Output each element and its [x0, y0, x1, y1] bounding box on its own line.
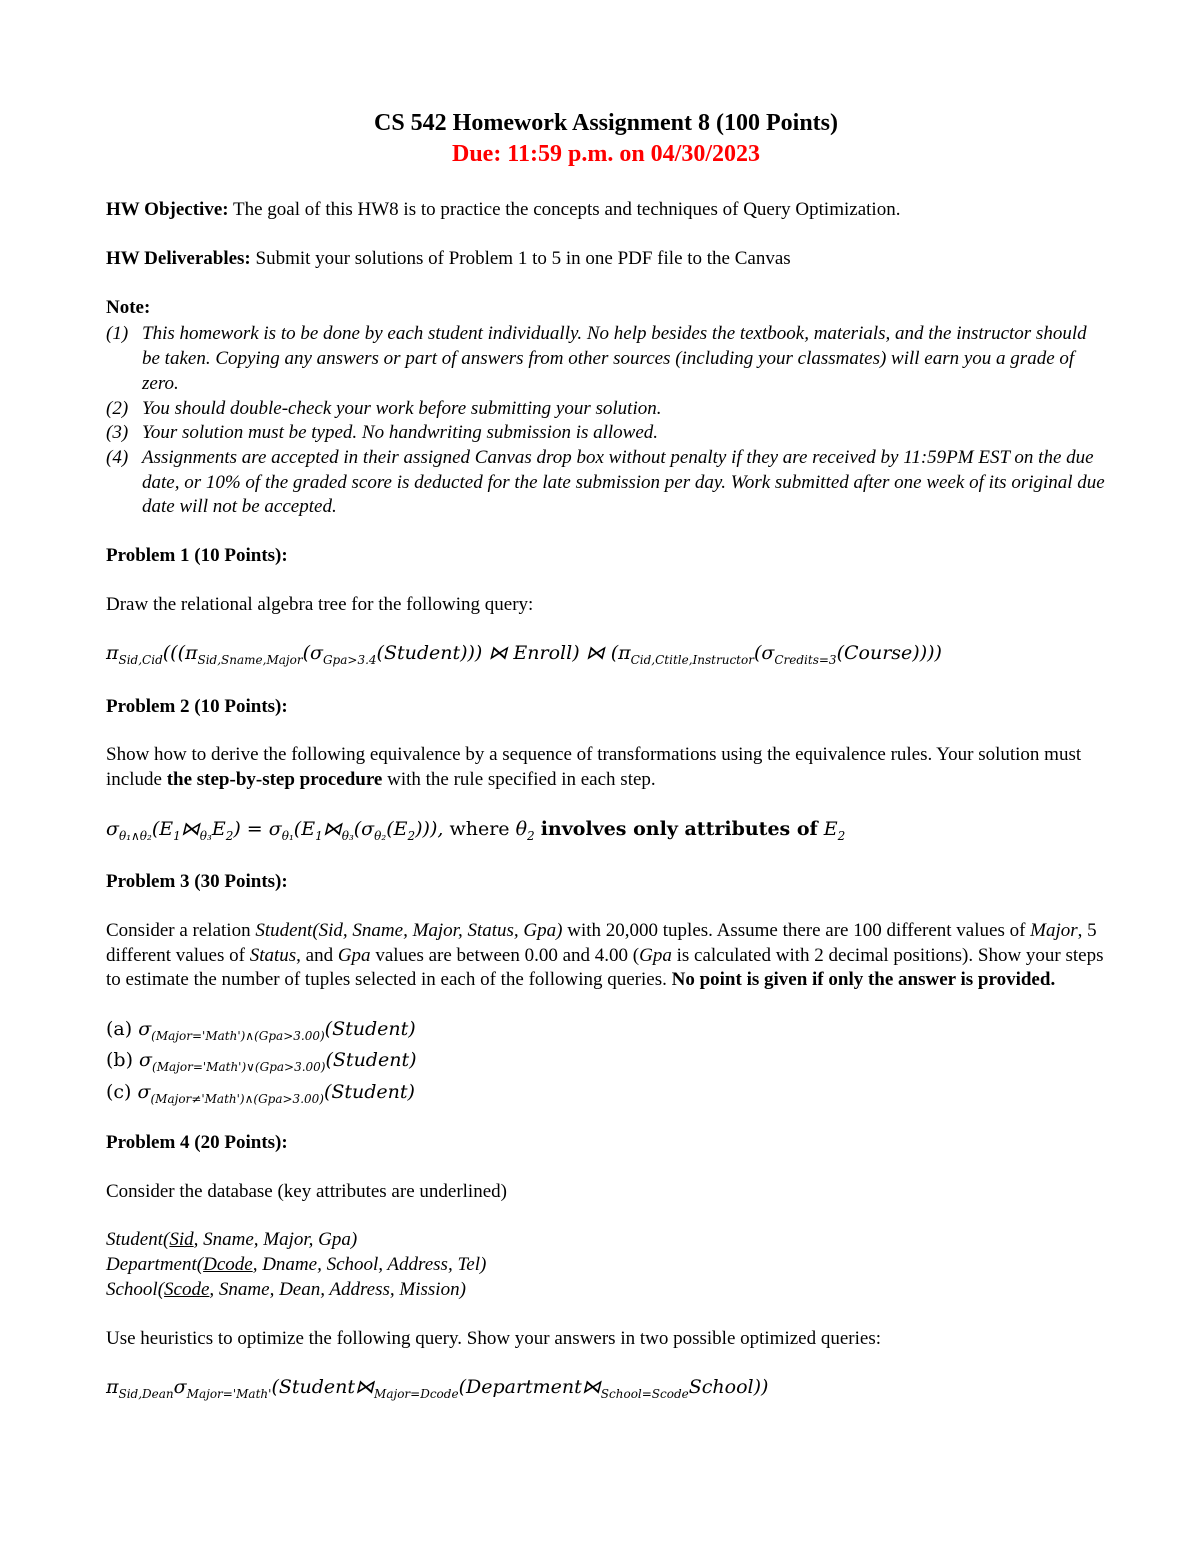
due-date: Due: 11:59 p.m. on 04/30/2023 — [451, 141, 760, 168]
hw-objective — [106, 198, 1106, 223]
problem-4-heading: Problem 4 (20 Points): — [106, 1132, 288, 1154]
schema-department: Department(Dcode, Dname, School, Address, Tel) — [106, 1254, 487, 1276]
page-title: CS 542 Homework Assignment 8 (100 Points) — [373, 110, 838, 136]
query-c: (c) $\sigma_{(Major\ne'Math')\wedge(Gpa>3.00)}(Student)$ — [106, 1080, 415, 1106]
problem-3-queries — [106, 1017, 1106, 1107]
problem-3-heading: Problem 3 (30 Points): — [106, 871, 288, 893]
problem-3-text: Consider a relation Student(Sid, Sname, Major, Status, Gpa) with 20,000 tuples. Assume there are 100 different values of Major, 5 different values of Status, and Gpa values are between 0.00 and 4.00 (Gpa is calculated with 2 decimal positions). Show your steps to estimate the number of tuples selected in each of the following queries. No point is given if only the answer is provided. — [106, 919, 1104, 991]
objective-text: The goal of this HW8 is to practice the concepts and techniques of Query Optimization. — [228, 199, 901, 221]
document-page — [106, 108, 1106, 1429]
note-label: Note: — [106, 296, 151, 318]
deliverables-text: Submit your solutions of Problem 1 to 5 in one PDF file to the Canvas — [250, 248, 791, 270]
database-schema — [106, 1228, 1106, 1302]
problem-2-heading: Problem 2 (10 Points): — [106, 695, 288, 717]
problem-2-equivalence: $\sigma_{\theta_1\wedge\theta_2}(E_1⋈_{\theta_3}E_2)$ = $\sigma_{\theta_1}(E_1⋈_{\theta_3}(\sigma_{\theta_2}(E_2)))$, where $\theta_2$ involves only attributes of $E_2$ — [106, 817, 846, 843]
problem-1-query: $\pi_{Sid,Cid}(((\pi_{Sid,Sname,Major}(\sigma_{Gpa>3.4}(Student)))$ ⋈ Enroll) ⋈ $(\pi_{Cid,Ctitle,Instructor}(\sigma_{Credits=3}(Course)))$) — [106, 642, 942, 668]
note-item: (3) Your solution must be typed. No handwriting submission is allowed. — [106, 422, 659, 444]
problem-4-intro: Consider the database (key attributes are underlined) — [106, 1180, 507, 1202]
deliverables-label: HW Deliverables: — [106, 248, 251, 270]
objective-label: HW Objective: — [106, 199, 229, 221]
problem-2-text: Show how to derive the following equivalence by a sequence of transformations using the equivalence rules. Your solution must include the step-by-step procedure with the rule specified in each step. — [106, 744, 1082, 791]
note-item: (4) Assignments are accepted in their assigned Canvas drop box without penalty if they are received by 11:59PM EST on the due date, or 10% of the graded score is deducted for the late submission per day. Work submitted after one week of its original due date will not be accepted. — [106, 446, 1105, 518]
note-item: (1) This homework is to be done by each student individually. No help besides the textbook, materials, and the instructor should be taken. Copying any answers or part of answers from other sources (including your classmates) will earn you a grade of zero. — [106, 323, 1087, 394]
note-item: (2) You should double-check your work before submitting your solution. — [106, 397, 662, 419]
schema-school: School(Scode, Sname, Dean, Address, Mission) — [106, 1278, 466, 1300]
problem-1-text: Draw the relational algebra tree for the following query: — [106, 593, 534, 615]
query-b: (b) $\sigma_{(Major='Math')\vee(Gpa>3.00)}(Student)$ — [106, 1049, 417, 1075]
schema-student: Student(Sid, Sname, Major, Gpa) — [106, 1229, 358, 1251]
hw-deliverables — [106, 247, 1106, 272]
note-list — [106, 322, 1106, 520]
query-a: (a) $\sigma_{(Major='Math')\wedge(Gpa>3.00)}(Student)$ — [106, 1017, 416, 1043]
problem-4-task: Use heuristics to optimize the following query. Show your answers in two possible optimized queries: — [106, 1327, 882, 1349]
problem-1-heading: Problem 1 (10 Points): — [106, 544, 288, 566]
problem-4-query: $\pi_{Sid,Dean}\sigma_{Major='Math'}(Student⋈_{Major=Dcode}(Department⋈_{School=Scode}School))$ — [106, 1376, 769, 1401]
